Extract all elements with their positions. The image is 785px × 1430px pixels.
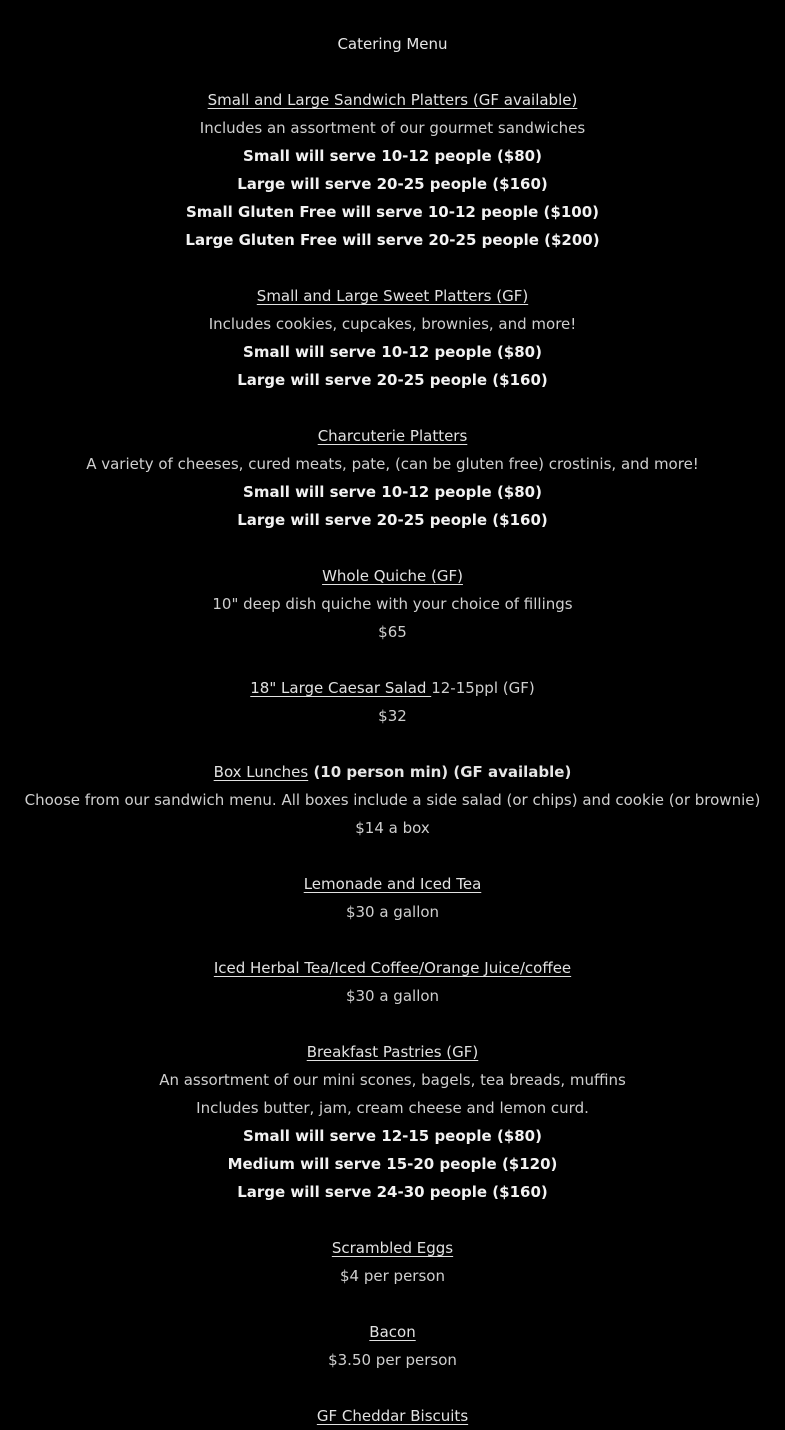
section-price: $4 per person (340, 1267, 445, 1285)
section-description: Includes cookies, cupcakes, brownies, and more! (208, 315, 577, 333)
menu-section-breakfast-pastries (0, 1038, 785, 1206)
spacer (0, 1206, 785, 1234)
serving-option: Small will serve 10-12 people ($80) (243, 483, 542, 501)
serving-option: Small will serve 12-15 people ($80) (243, 1127, 542, 1145)
section-price: $32 (378, 707, 407, 725)
menu-section-scrambled-eggs (0, 1234, 785, 1290)
spacer (0, 646, 785, 674)
section-heading[interactable]: Lemonade and Iced Tea (303, 875, 482, 893)
section-heading-suffix: 12-15ppl (GF) (431, 679, 535, 697)
serving-option: Medium will serve 15-20 people ($120) (227, 1155, 558, 1173)
serving-option: Large will serve 20-25 people ($160) (237, 371, 548, 389)
section-heading[interactable]: Iced Herbal Tea/Iced Coffee/Orange Juice/coffee (213, 959, 572, 977)
section-description: 10" deep dish quiche with your choice of fillings (212, 595, 573, 613)
spacer (0, 926, 785, 954)
serving-option: Small will serve 10-12 people ($80) (243, 147, 542, 165)
serving-option: Small will serve 10-12 people ($80) (243, 343, 542, 361)
menu-section-box-lunches (0, 758, 785, 842)
menu-section-sweet-platters (0, 282, 785, 394)
menu-section-charcuterie (0, 422, 785, 534)
section-heading[interactable]: Small and Large Sweet Platters (GF) (256, 287, 529, 305)
spacer (0, 842, 785, 870)
spacer (0, 534, 785, 562)
section-heading[interactable]: 18" Large Caesar Salad (250, 679, 432, 697)
section-price: $30 a gallon (345, 987, 440, 1005)
section-heading[interactable]: Breakfast Pastries (GF) (306, 1043, 479, 1061)
section-description: A variety of cheeses, cured meats, pate, (can be gluten free) crostinis, and more! (86, 455, 699, 473)
section-heading[interactable]: Whole Quiche (GF) (322, 567, 463, 585)
section-heading[interactable]: GF Cheddar Biscuits (316, 1407, 469, 1425)
section-heading[interactable]: Charcuterie Platters (317, 427, 468, 445)
menu-section-caesar-salad (0, 674, 785, 730)
spacer (0, 1290, 785, 1318)
spacer (0, 58, 785, 86)
menu-section-cheddar-biscuits (0, 1402, 785, 1430)
section-description: An assortment of our mini scones, bagels, tea breads, muffins (159, 1071, 626, 1089)
section-heading[interactable]: Box Lunches (213, 763, 309, 781)
section-heading[interactable]: Scrambled Eggs (331, 1239, 454, 1257)
section-price: $65 (378, 623, 407, 641)
section-description: Includes butter, jam, cream cheese and lemon curd. (196, 1099, 589, 1117)
spacer (0, 394, 785, 422)
spacer (0, 1010, 785, 1038)
page-title: Catering Menu (337, 35, 448, 53)
section-heading-suffix: (10 person min) (GF available) (308, 763, 572, 781)
section-description: Includes an assortment of our gourmet sandwiches (199, 119, 586, 137)
section-price: $3.50 per person (328, 1351, 457, 1369)
spacer (0, 1374, 785, 1402)
section-price: $14 a box (355, 819, 430, 837)
spacer (0, 730, 785, 758)
menu-section-sandwich-platters (0, 86, 785, 254)
menu-section-bacon (0, 1318, 785, 1374)
serving-option: Large will serve 20-25 people ($160) (237, 511, 548, 529)
menu-section-lemonade-iced-tea (0, 870, 785, 926)
section-price: $30 a gallon (345, 903, 440, 921)
serving-option: Large Gluten Free will serve 20-25 people ($200) (185, 231, 600, 249)
menu-section-beverages (0, 954, 785, 1010)
serving-option: Large will serve 24-30 people ($160) (237, 1183, 548, 1201)
section-heading[interactable]: Small and Large Sandwich Platters (GF available) (207, 91, 578, 109)
spacer (0, 254, 785, 282)
serving-option: Small Gluten Free will serve 10-12 people ($100) (185, 203, 599, 221)
section-heading[interactable]: Bacon (369, 1323, 416, 1341)
section-description: Choose from our sandwich menu. All boxes include a side salad (or chips) and cookie (or brownie) (24, 791, 761, 809)
menu-section-whole-quiche (0, 562, 785, 646)
serving-option: Large will serve 20-25 people ($160) (237, 175, 548, 193)
